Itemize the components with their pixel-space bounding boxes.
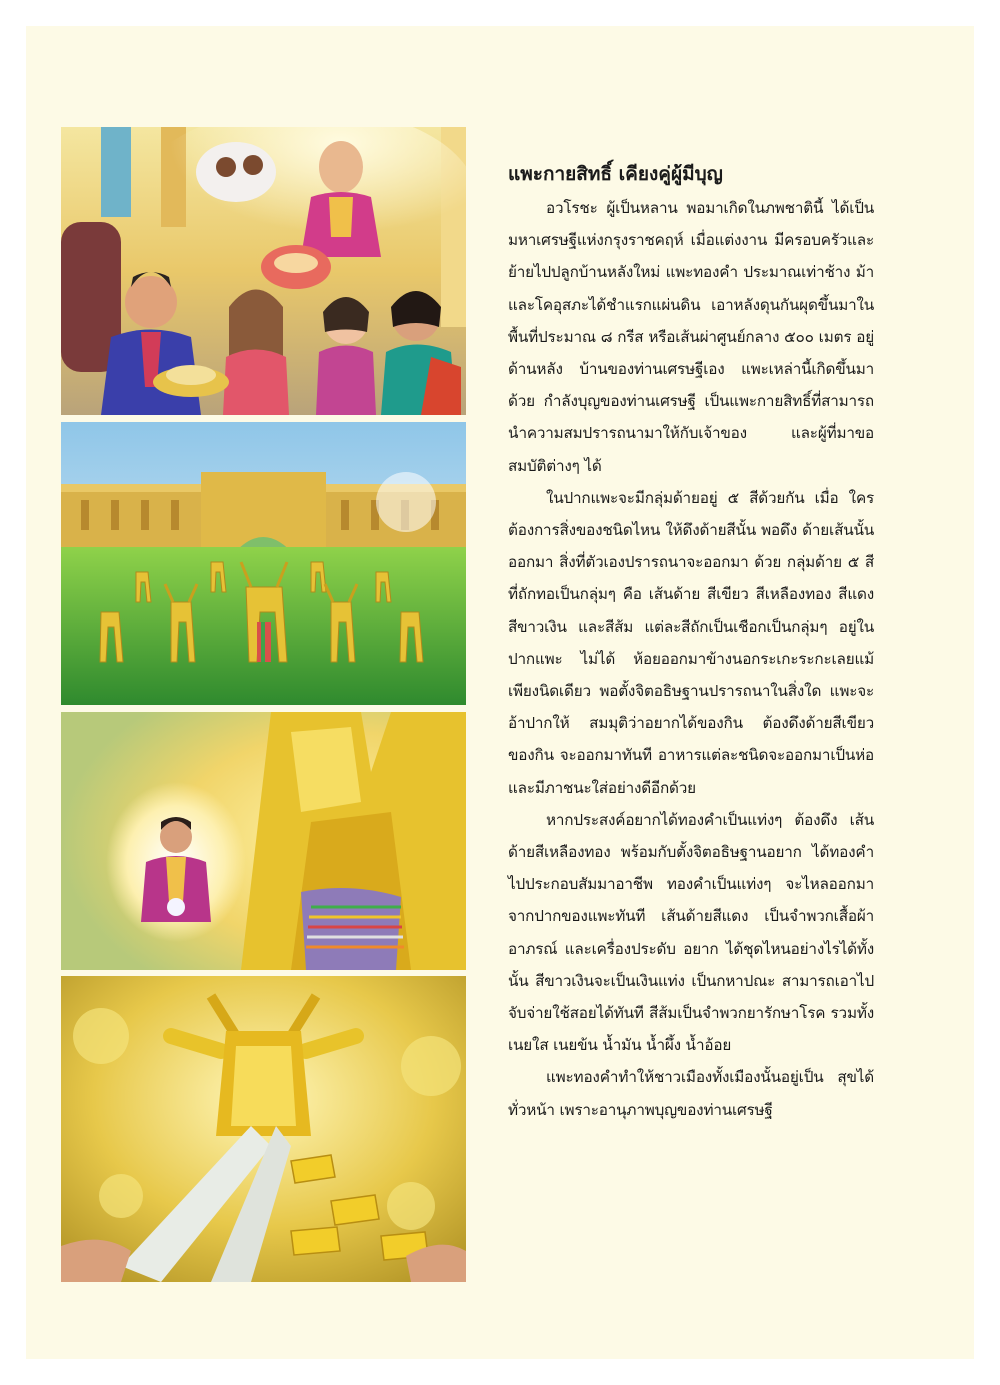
article-paragraph-4: แพะทองคำทำให้ชาวเมืองทั้งเมืองนั้นอยู่เป็น สุขได้ทั่วหน้า เพราะอานุภาพบุญของท่านเศรษฐี [508, 1068, 874, 1119]
gold-bars-from-goat-illustration [61, 976, 466, 1282]
wealthy-family-feast-illustration [61, 127, 466, 415]
article-heading: แพะกายสิทธิ์ เคียงคู่ผู้มีบุญ [508, 163, 723, 185]
article-paragraph-1: อวโรชะ ผู้เป็นหลาน พอมาเกิดในภพชาตินี้ ได้เป็นมหาเศรษฐีแห่งกรุงราชคฤห์ เมื่อแต่งงาน มีครอบครัวและย้ายไปปลูกบ้านหลังใหม่ แพะทองคำ ประมาณเท่าช้าง ม้า และโคอุสภะได้ชำแรกแผ่นดิน เอาหลังดุนกันผุดขึ้นมาในพื้นที่ประมาณ ๘ กรีส หรือเส้นผ่าศูนย์กลาง ๕๐๐ เมตร อยู่ด้านหลัง บ้านของท่านเศรษฐีเอง แพะเหล่านี้เกิดขึ้นมาด้วย กำลังบุญของท่านเศรษฐี เป็นแพะกายสิทธิ์ที่สามารถ นำความสมปรารถนามาให้กับเจ้าของ และผู้ที่มาขอ สมบัติต่างๆ ได้ [508, 199, 874, 475]
article-text-column [508, 156, 874, 1126]
article-paragraph-2: ในปากแพะจะมีกลุ่มด้ายอยู่ ๕ สีด้วยกัน เมื่อ ใครต้องการสิ่งของชนิดไหน ให้ดึงด้ายสีนั้น พอดึง ด้ายเส้นนั้นออกมา สิ่งที่ตัวเองปรารถนาจะออกมา ด้วย กลุ่มด้าย ๕ สีที่ถักทอเป็นกลุ่มๆ คือ เส้นด้าย สีเขียว สีเหลืองทอง สีแดง สีขาวเงิน และสีส้ม แต่ละสีถักเป็นเชือกเป็นกลุ่มๆ อยู่ในปากแพะ ไม่ได้ ห้อยออกมาข้างนอกระเกะระกะเลยแม้เพียงนิดเดียว พอตั้งจิตอธิษฐานปรารถนาในสิ่งใด แพะจะอ้าปากให้ สมมุติว่าอยากได้ของกิน ต้องดึงด้ายสีเขียว ของกิน จะออกมาทันที อาหารแต่ละชนิดจะออกมาเป็นห่อ และมีภาชนะใส่อย่างดีอีกด้วย [508, 488, 874, 797]
millionaire-golden-goat-illustration [61, 712, 466, 970]
article-paragraph-3: หากประสงค์อยากได้ทองคำเป็นแท่งๆ ต้องดึง เส้นด้ายสีเหลืองทอง พร้อมกับตั้งจิตอธิษฐานอยาก ได้ทองคำไปประกอบสัมมาอาชีพ ทองคำเป็นแท่งๆ จะไหลออกมาจากปากของแพะทันที เส้นด้ายสีแดง เป็นจำพวกเสื้อผ้าอาภรณ์ และเครื่องประดับ อยาก ได้ชุดไหนอย่างไรได้ทั้งนั้น สีขาวเงินจะเป็นเงินแท่ง เป็นกหาปณะ สามารถเอาไปจับจ่ายใช้สอยได้ทันที สีส้มเป็นจำพวกยารักษาโรค รวมทั้งเนยใส เนยข้น น้ำมัน น้ำผึ้ง น้ำอ้อย [508, 810, 874, 1055]
golden-goats-palace-illustration [61, 422, 466, 705]
